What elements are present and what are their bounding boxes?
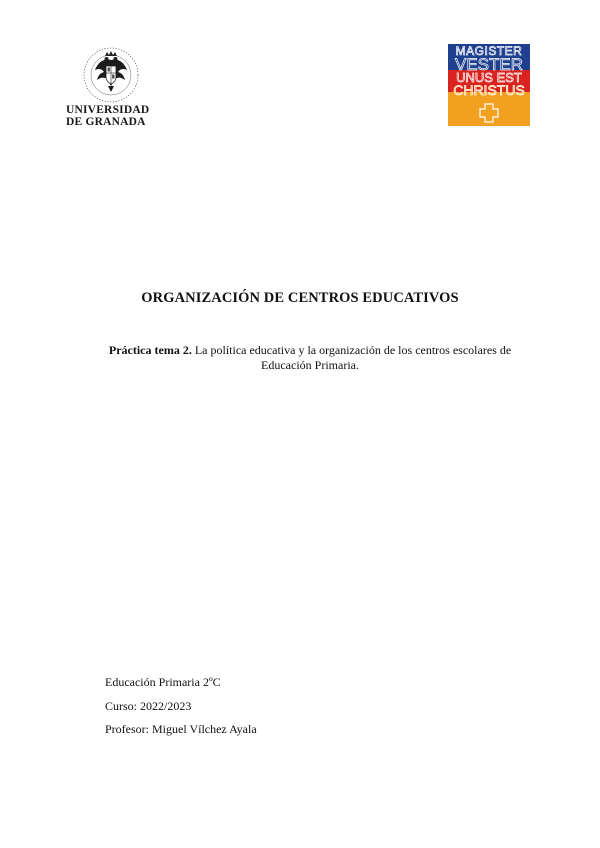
grade-info: Educación Primaria 2ºC [105, 675, 221, 689]
university-logo [66, 46, 156, 130]
magister-word-3: UNUS EST [456, 70, 522, 85]
document-title: ORGANIZACIÓN DE CENTROS EDUCATIVOS [141, 290, 459, 306]
magister-logo [448, 44, 530, 126]
university-name-line1: UNIVERSIDAD [66, 104, 150, 116]
university-name-line2: DE GRANADA [66, 116, 146, 128]
course-info: Curso: 2022/2023 [105, 699, 192, 713]
magister-word-2: VESTER [454, 55, 524, 74]
document-subtitle [100, 343, 520, 373]
subtitle-bold: Práctica tema 2. [108, 343, 192, 357]
subtitle-text: La política educativa y la organización de los centros escolares de Educación Primaria. [191, 343, 512, 372]
magister-word-4: CHRISTUS [453, 82, 525, 98]
professor-info: Profesor: Miguel Vílchez Ayala [105, 722, 257, 736]
university-crest-icon [80, 46, 142, 104]
university-name [66, 104, 149, 128]
magister-word-1: MAGISTER [455, 44, 523, 58]
